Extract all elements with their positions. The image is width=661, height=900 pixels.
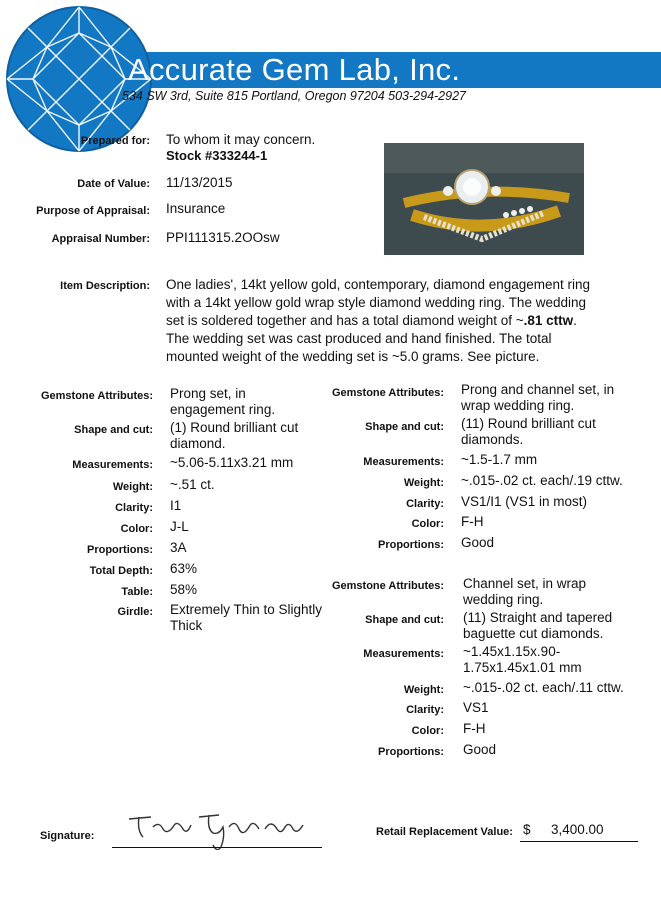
right-gem1-attributes-label: Gemstone Attributes: (331, 387, 444, 399)
left-gem-attributes-line-1: Prong set, in (170, 386, 246, 401)
description-line-3-text: set is soldered together and has a total diamond weight of ~ (166, 313, 524, 328)
description-period: . (573, 313, 577, 328)
left-gem-shape-line-2: diamond. (170, 436, 226, 451)
purpose-value: Insurance (166, 201, 226, 216)
left-gem-depth: 63% (170, 561, 198, 576)
purpose-label: Purpose of Appraisal: (36, 205, 150, 217)
total-weight-bold: .81 cttw (523, 313, 574, 328)
right-gem1-attributes-line-1: Prong and channel set, in (461, 382, 615, 397)
signature-label: Signature: (40, 830, 95, 842)
left-gem-color: J-L (170, 519, 189, 534)
right-gem1-clarity: VS1/I1 (VS1 in most) (461, 494, 588, 509)
description-line-4: The wedding set was cast produced and hand finished. The total (166, 331, 552, 346)
right-gem2-color: F-H (463, 721, 486, 736)
left-gem-attributes-label: Gemstone Attributes: (40, 390, 153, 402)
handwritten-signature (125, 805, 315, 850)
right-gem2-shape-label: Shape and cut: (365, 614, 444, 626)
right-gem2-weight: ~.015-.02 ct. each/.11 cttw. (463, 680, 624, 695)
right-gem2-shape (463, 610, 612, 642)
right-gem2-attributes-line-2: wedding ring. (463, 592, 544, 607)
right-gem1-clarity-label: Clarity: (406, 498, 444, 510)
signature-line (112, 847, 322, 848)
left-gem-shape-label: Shape and cut: (74, 424, 153, 436)
right-gem1-attributes-line-2: wrap wedding ring. (461, 398, 575, 413)
left-gem-attributes (170, 386, 275, 418)
left-gem-girdle-label: Girdle: (117, 606, 153, 618)
left-gem-weight-label: Weight: (112, 481, 153, 493)
left-gem-proportions: 3A (170, 540, 187, 555)
stock-number: Stock #333244-1 (166, 148, 268, 163)
appraisal-number: PPI111315.2OOsw (166, 230, 280, 245)
right-gem2-attributes-line-1: Channel set, in wrap (463, 576, 587, 591)
right-gem1-color: F-H (461, 514, 484, 529)
description-line-3 (166, 312, 646, 330)
right-gem1-proportions-label: Proportions: (378, 539, 444, 551)
right-gem1-weight-label: Weight: (403, 477, 444, 489)
right-gem2-proportions-label: Proportions: (378, 746, 444, 758)
right-gem2-shape-line-1: (11) Straight and tapered (463, 610, 613, 625)
right-gem2-attributes-label: Gemstone Attributes: (331, 580, 444, 592)
right-gem2-attributes (463, 576, 586, 608)
left-gem-table: 58% (170, 582, 198, 597)
company-address: 534 SW 3rd, Suite 815 Portland, Oregon 97204 503-294-2927 (122, 89, 466, 103)
left-gem-girdle-line-1: Extremely Thin to Slightly (170, 602, 323, 617)
retail-value-line (520, 841, 638, 842)
left-gem-depth-label: Total Depth: (89, 565, 153, 577)
ring-photo (384, 143, 584, 255)
right-gem1-attributes (461, 382, 614, 414)
ring-photo-image (384, 143, 584, 255)
right-gem1-shape (461, 416, 596, 448)
right-gem2-shape-line-2: baguette cut diamonds. (463, 626, 604, 641)
right-gem2-measurements-label: Measurements: (363, 648, 444, 660)
appraisal-number-label: Appraisal Number: (51, 233, 150, 245)
left-gem-color-label: Color: (120, 523, 153, 535)
left-gem-attributes-line-2: engagement ring. (170, 402, 276, 417)
left-gem-table-label: Table: (121, 586, 153, 598)
right-gem1-proportions: Good (461, 535, 495, 550)
left-gem-weight: ~.51 ct. (170, 477, 215, 492)
description-line-1: One ladies', 14kt yellow gold, contemporary, diamond engagement ring (166, 277, 591, 292)
right-gem2-weight-label: Weight: (403, 684, 444, 696)
left-gem-girdle-line-2: Thick (170, 618, 203, 633)
currency-symbol: $ (523, 822, 531, 837)
right-gem1-measurements-label: Measurements: (363, 456, 444, 468)
description-line-5: mounted weight of the wedding set is ~5.0 grams. See picture. (166, 349, 540, 364)
left-gem-measurements-label: Measurements: (72, 459, 153, 471)
left-gem-clarity-label: Clarity: (115, 502, 153, 514)
description-line-2: with a 14kt yellow gold wrap style diamond wedding ring. The wedding (166, 295, 586, 310)
left-gem-measurements: ~5.06-5.11x3.21 mm (170, 455, 294, 470)
right-gem2-clarity: VS1 (463, 700, 489, 715)
right-gem2-measurements-line-1: ~1.45x1.15x.90- (463, 644, 561, 659)
right-gem2-color-label: Color: (411, 725, 444, 737)
left-gem-proportions-label: Proportions: (87, 544, 153, 556)
right-gem1-measurements: ~1.5-1.7 mm (461, 452, 538, 467)
right-gem1-shape-line-2: diamonds. (461, 432, 524, 447)
right-gem1-weight: ~.015-.02 ct. each/.19 cttw. (461, 473, 623, 488)
retail-value-label: Retail Replacement Value: (376, 826, 513, 838)
left-gem-girdle (170, 602, 322, 634)
right-gem1-shape-line-1: (11) Round brilliant cut (461, 416, 596, 431)
right-gem2-proportions: Good (463, 742, 497, 757)
right-gem2-measurements-line-2: 1.75x1.45x1.01 mm (463, 660, 582, 675)
left-gem-shape-line-1: (1) Round brilliant cut (170, 420, 299, 435)
date-of-value: 11/13/2015 (166, 175, 233, 190)
left-gem-clarity: I1 (170, 498, 182, 513)
company-name: Accurate Gem Lab, Inc. (128, 52, 461, 87)
date-of-value-label: Date of Value: (77, 178, 150, 190)
right-gem1-color-label: Color: (411, 518, 444, 530)
right-gem2-measurements (463, 644, 582, 676)
right-gem1-shape-label: Shape and cut: (365, 421, 444, 433)
prepared-for-label: Prepared for: (80, 135, 150, 147)
prepared-for-value: To whom it may concern. (166, 132, 316, 147)
retail-value: 3,400.00 (551, 822, 604, 837)
item-description-label: Item Description: (60, 280, 150, 292)
item-description (166, 276, 646, 366)
right-gem2-clarity-label: Clarity: (406, 704, 444, 716)
left-gem-shape (170, 420, 298, 452)
